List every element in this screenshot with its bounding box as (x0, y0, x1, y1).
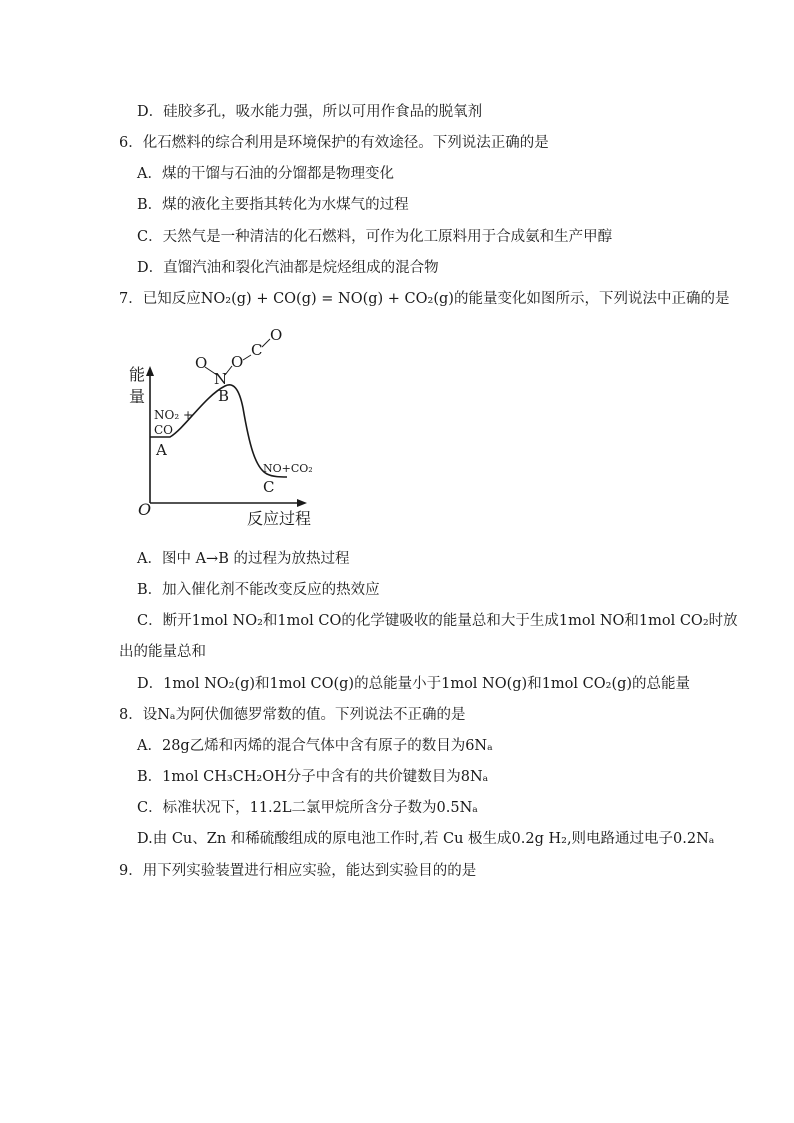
q6-option-a: A．煤的干馏与石油的分馏都是物理变化 (137, 166, 394, 182)
q7-option-c-line2: 出的能量总和 (119, 644, 206, 660)
y-label-2: 量 (129, 387, 146, 406)
y-axis-arrow (146, 366, 154, 376)
ts-o2: O (231, 353, 244, 371)
q8-option-c: C．标准状况下，11.2L二氯甲烷所含分子数为0.5Nₐ (137, 800, 478, 816)
q8-option-b: B．1mol CH₃CH₂OH分子中含有的共价键数目为8Nₐ (137, 769, 489, 785)
q6-option-b: B．煤的液化主要指其转化为水煤气的过程 (137, 197, 409, 213)
ts-o1: O (195, 354, 208, 372)
question-8-stem: 8．设Nₐ为阿伏伽德罗常数的值。下列说法不正确的是 (119, 707, 466, 723)
product-label: NO+CO₂ (263, 462, 313, 475)
reactant-label-2: CO (154, 423, 174, 437)
q7-option-b: B．加入催化剂不能改变反应的热效应 (137, 582, 380, 598)
q7-option-d: D．1mol NO₂(g)和1mol CO(g)的总能量小于1mol NO(g)和1mol CO₂(g)的总能量 (137, 676, 691, 692)
point-a: A (156, 441, 167, 459)
question-9-stem: 9．用下列实验装置进行相应实验，能达到实验目的的是 (119, 863, 477, 879)
q8-option-a: A．28g乙烯和丙烯的混合气体中含有原子的数目为6Nₐ (137, 738, 493, 754)
x-axis-arrow (297, 499, 307, 507)
origin-label: O (138, 500, 152, 519)
x-label: 反应过程 (247, 509, 312, 528)
reactant-label-1: NO₂ + (154, 408, 194, 422)
q7-option-a: A．图中 A→B 的过程为放热过程 (137, 551, 350, 567)
point-b: B (218, 387, 230, 405)
y-label-1: 能 (129, 365, 146, 384)
bond-c-o (262, 339, 270, 347)
q6-option-c: C．天然气是一种清洁的化石燃料，可作为化工原料用于合成氨和生产甲醇 (137, 229, 613, 245)
q8-option-d: D.由 Cu、Zn 和稀硫酸组成的原电池工作时,若 Cu 极生成0.2g H₂,则电路通过电子0.2Nₐ (137, 831, 715, 847)
q7-option-c-line1: C．断开1mol NO₂和1mol CO的化学键吸收的能量总和大于生成1mol NO和1mol CO₂时放 (137, 613, 738, 629)
ts-o3: O (270, 326, 283, 344)
ts-c: C (251, 341, 263, 359)
point-c: C (263, 478, 275, 496)
bond-o-c (243, 355, 251, 360)
question-7-stem: 7．已知反应NO₂(g) + CO(g) = NO(g) + CO₂(g)的能量变化如图所示，下列说法中正确的是 (119, 291, 730, 307)
question-6-stem: 6．化石燃料的综合利用是环境保护的有效途径。下列说法正确的是 (119, 135, 549, 151)
q6-option-d: D．直馏汽油和裂化汽油都是烷烃组成的混合物 (137, 260, 439, 276)
energy-diagram (125, 318, 355, 533)
q5-option-d: D．硅胶多孔，吸水能力强，所以可用作食品的脱氧剂 (137, 104, 483, 120)
ts-n: N (214, 370, 228, 388)
